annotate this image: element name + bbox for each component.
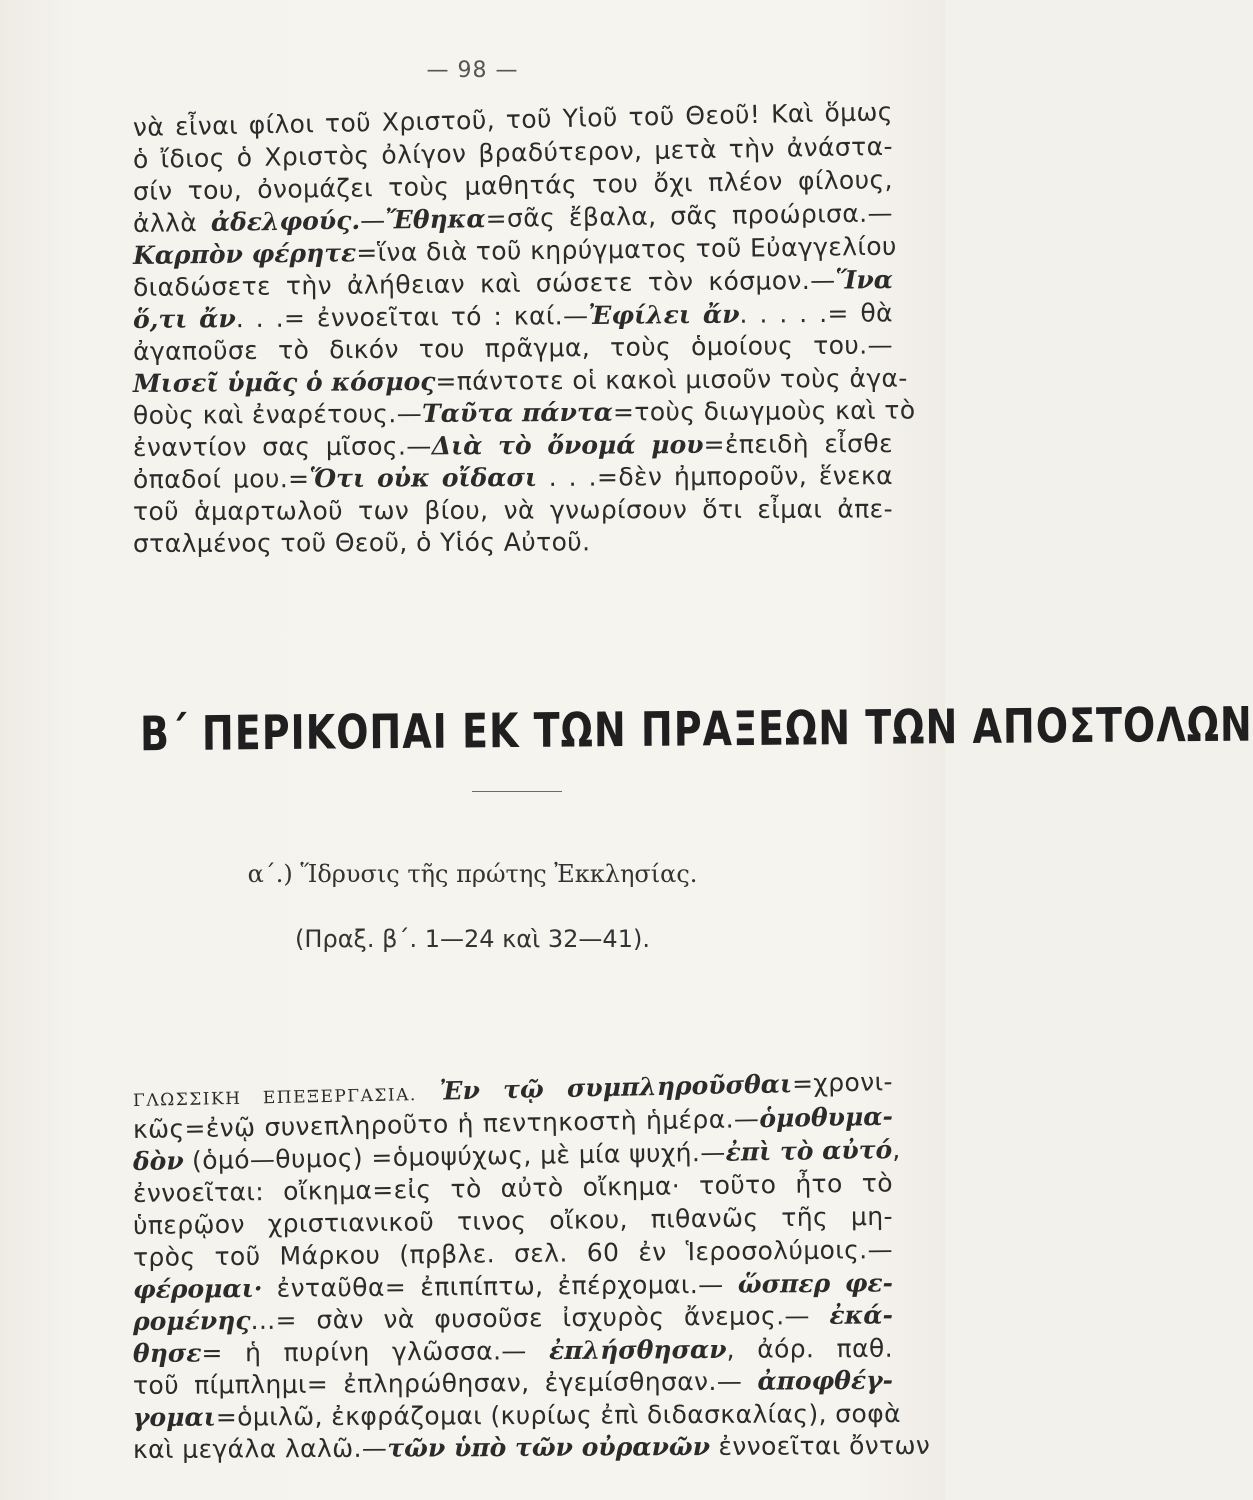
text-run: ἀγαποῦσε τὸ δικόν του πρᾶγμα, τοὺς ὁμοίους του.—	[132, 330, 894, 366]
text-run: κῶς=ἐνῷ συνεπληροῦτο ἡ πεντηκοστὴ ἡμέρα.—	[132, 1104, 760, 1144]
italic-term: δὸν	[132, 1146, 184, 1176]
text-run: ἐννοεῖται: οἴκημα=εἰς τὸ αὐτὸ οἴκημα· τοῦτο ἦτο τὸ	[132, 1168, 894, 1208]
text-run: . . . . .= θὰ	[739, 298, 894, 329]
text-line	[133, 329, 893, 368]
text-run: =χρονι-	[791, 1067, 894, 1099]
italic-term: Διὰ τὸ ὄνομά μου	[431, 430, 704, 461]
text-run: ἐνταῦθα= ἐπιπίπτω, ἐπέρχομαι.—	[262, 1269, 738, 1303]
italic-term: Ὅτι οὐκ οἴδασι	[309, 462, 538, 494]
text-line	[133, 1333, 893, 1370]
text-line	[132, 395, 916, 432]
scripture-reference: (Πραξ. β΄. 1—24 καὶ 32—41).	[295, 925, 650, 953]
text-line	[133, 525, 893, 560]
text-run: =ὁμιλῶ, ἐκφράζομαι (κυρίως ἐπὶ διδασκαλίας), σοφὰ	[215, 1398, 902, 1432]
text-run: ὀπαδοί μου.=	[132, 464, 310, 494]
heading-rule	[472, 791, 562, 792]
italic-term: Ἔθηκα	[385, 204, 486, 235]
text-run: καὶ μεγάλα λαλῶ.—	[132, 1433, 388, 1464]
italic-term: Μισεῖ ὑμᾶς ὁ κόσμος	[132, 366, 436, 398]
text-line	[132, 363, 908, 400]
text-run: =ἐπειδὴ εἶσθε	[703, 429, 894, 460]
text-line	[132, 1398, 902, 1434]
text-run: θοὺς καὶ ἐναρέτους.—	[132, 398, 423, 430]
italic-term: ἐκά-	[829, 1300, 894, 1330]
text-run: , ἀόρ. παθ.	[726, 1333, 894, 1364]
italic-term: Ἵνα	[835, 265, 894, 295]
text-run: =ἵνα διὰ τοῦ κηρύγματος τοῦ Εὐαγγελίου	[356, 231, 898, 268]
text-line	[132, 1430, 931, 1466]
text-run: = ἡ πυρίνη γλῶσσα.—	[201, 1336, 550, 1368]
italic-term: φέρομαι·	[132, 1273, 263, 1304]
text-run: ἐναντίον σας μῖσος.—	[132, 431, 432, 462]
text-run: ὑπερῷον χριστιανικοῦ τινος οἴκου, πιθανῶς τῆς μη-	[132, 1201, 894, 1240]
page-number: — 98 —	[426, 58, 519, 83]
text-run: τοῦ ἁμαρτωλοῦ των βίου, νὰ γνωρίσουν ὅτι εἶμαι ἀπε-	[132, 494, 894, 526]
text-line	[133, 1365, 893, 1402]
italic-term: Καρπὸν φέρητε	[132, 238, 357, 270]
italic-term: ὁμοθυμα-	[759, 1101, 894, 1134]
text-run: —	[359, 205, 386, 235]
text-run: τρὸς τοῦ Μάρκου (πρβλε. σελ. 60 ἐν Ἱεροσολύμοις.—	[132, 1235, 894, 1272]
text-line	[133, 428, 893, 464]
text-run: ...= σὰν νὰ φυσοῦσε ἰσχυρὸς ἄνεμος.—	[250, 1300, 830, 1335]
small-caps-label: ΓΛΩΣΣΙΚΗ ΕΠΕΞΕΡΓΑΣΙΑ.	[132, 1085, 418, 1111]
italic-term: ὥσπερ φε-	[737, 1268, 894, 1299]
text-run: τοῦ πίμπλημι= ἐπληρώθησαν, ἐγεμίσθησαν.—	[132, 1366, 758, 1400]
paragraph-john-commentary	[132, 97, 916, 560]
italic-term: ἀδελφούς.	[210, 205, 361, 237]
text-run: =σᾶς ἔβαλα, σᾶς προώρισα.—	[485, 198, 894, 234]
italic-term: ἐπλήσθησαν	[548, 1334, 727, 1366]
text-run: σταλμένος τοῦ Θεοῦ, ὁ Υἱός Αὐτοῦ.	[132, 527, 591, 558]
text-run: (ὁμό—θυμος) =ὁμοψύχως, μὲ μία ψυχή.—	[183, 1137, 726, 1176]
italic-term: ἀποφθέγ-	[757, 1365, 894, 1396]
text-line	[133, 1299, 893, 1338]
text-run	[416, 1077, 439, 1106]
text-run: =πάντοτε οἱ κακοὶ μισοῦν τοὺς ἀγα-	[435, 363, 908, 396]
italic-term: Ἐφίλει ἄν	[588, 299, 740, 331]
italic-term: ρομένης	[132, 1305, 251, 1336]
subheading: α΄.) Ἵδρυσις τῆς πρώτης Ἐκκλησίας.	[247, 860, 698, 888]
text-run: νὰ εἶναι φίλοι τοῦ Χριστοῦ, τοῦ Υἱοῦ τοῦ Θεοῦ! Καὶ ὅμως	[132, 97, 894, 142]
section-heading: Β΄ ΠΕΡΙΚΟΠΑΙ ΕΚ ΤΩΝ ΠΡΑΞΕΩΝ ΤΩΝ ΑΠΟΣΤΟΛΩΝ	[139, 696, 1253, 762]
italic-term: Ταῦτα πάντα	[421, 397, 614, 428]
text-run: . . .= ἐννοεῖται τό : καί.—	[235, 301, 589, 334]
text-run: ἐννοεῖται ὄντων	[709, 1430, 931, 1461]
italic-term: τῶν ὑπὸ τῶν οὐρανῶν	[387, 1431, 711, 1463]
text-run: σίν του, ὀνομάζει τοὺς μαθητάς του ὄχι πλέον φίλους,	[132, 165, 894, 206]
text-line	[133, 460, 893, 496]
italic-term: Ἐν τῷ συμπληροῦσθαι	[439, 1069, 793, 1106]
text-line	[133, 493, 893, 528]
text-run: ἀλλὰ	[132, 207, 212, 238]
text-run: ,	[891, 1134, 901, 1165]
text-run: =τοὺς διωγμοὺς καὶ τὸ	[612, 395, 916, 427]
paragraph-linguistic-analysis	[132, 1067, 931, 1466]
italic-term: θησε	[132, 1338, 202, 1368]
italic-term: γομαι	[132, 1402, 216, 1432]
italic-term: ἐπὶ τὸ αὐτό	[725, 1135, 893, 1167]
text-run: διαδώσετε τὴν ἀλήθειαν καὶ σώσετε τὸν κόσμον.—	[132, 265, 836, 302]
italic-term: ὅ,τι ἄν	[132, 304, 236, 334]
text-run: ὁ ἴδιος ὁ Χριστὸς ὀλίγον βραδύτερον, μετὰ τὴν ἀνάστα-	[132, 131, 894, 174]
text-run: . . .=δὲν ἠμποροῦν, ἕνεκα	[536, 461, 894, 492]
